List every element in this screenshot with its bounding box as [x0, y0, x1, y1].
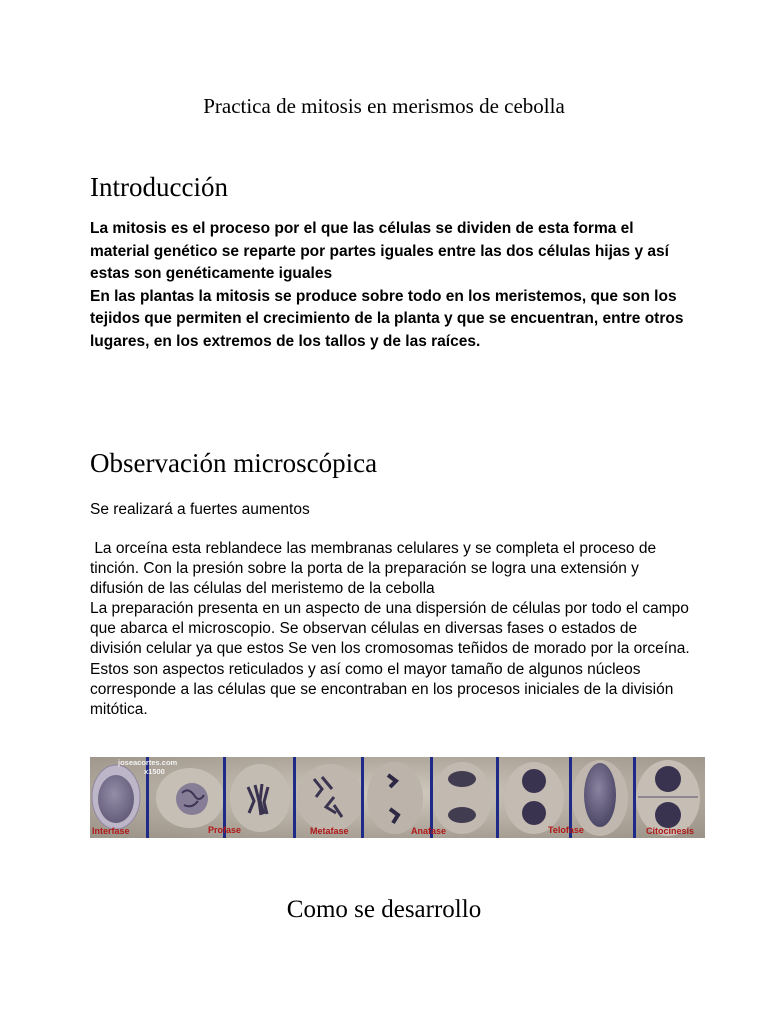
mitosis-phases-image [90, 757, 705, 838]
phase-label: Citocinesis [646, 826, 695, 836]
observation-subtext: Se realizará a fuertes aumentos [90, 501, 310, 518]
observation-heading: Observación microscópica [90, 448, 378, 478]
watermark-text: joseacortes.com [118, 758, 178, 767]
observation-paragraph: La preparación presenta en un aspecto de una dispersión de células por todo el campo que abarca el microscopio. Se observan células en diversas fases o estados de división celular ya que estos Se ven los cromosomas teñidos de morado por la orceína. [90, 600, 690, 658]
development-heading: Como se desarrollo [286, 896, 482, 923]
observation-body [90, 539, 690, 720]
magnification-text: x1500 [144, 767, 165, 776]
observation-paragraph: Estos son aspectos reticulados y así como el mayor tamaño de algunos núcleos corresponde a las células que se encontraban en los procesos iniciales de la división mitótica. [90, 660, 674, 718]
intro-heading: Introducción [90, 172, 228, 202]
intro-body [90, 218, 690, 353]
phase-label: Anafase [411, 826, 447, 836]
intro-paragraph: En las plantas la mitosis se produce sobre todo en los meristemos, que son los tejidos que permiten el crecimiento de la planta y que se encuentran, entre otros lugares, en los extremos de los tallos y de las raíces. [90, 287, 684, 350]
phase-label: Telofase [548, 825, 584, 835]
observation-paragraph: La orceína esta reblandece las membranas celulares y se completa el proceso de tinción. Con la presión sobre la porta de la preparación se logra una extensión y difusión de las células del meristemo de la cebolla [90, 540, 661, 598]
phase-label: Interfase [92, 826, 130, 836]
phase-label: Metafase [310, 826, 349, 836]
intro-paragraph: La mitosis es el proceso por el que las células se dividen de esta forma el material genético se reparte por partes iguales entre las dos células hijas y así estas son genéticamente iguales [90, 220, 669, 282]
document-title: Practica de mitosis en merismos de cebolla [203, 94, 565, 118]
phase-label: Profase [208, 825, 242, 835]
